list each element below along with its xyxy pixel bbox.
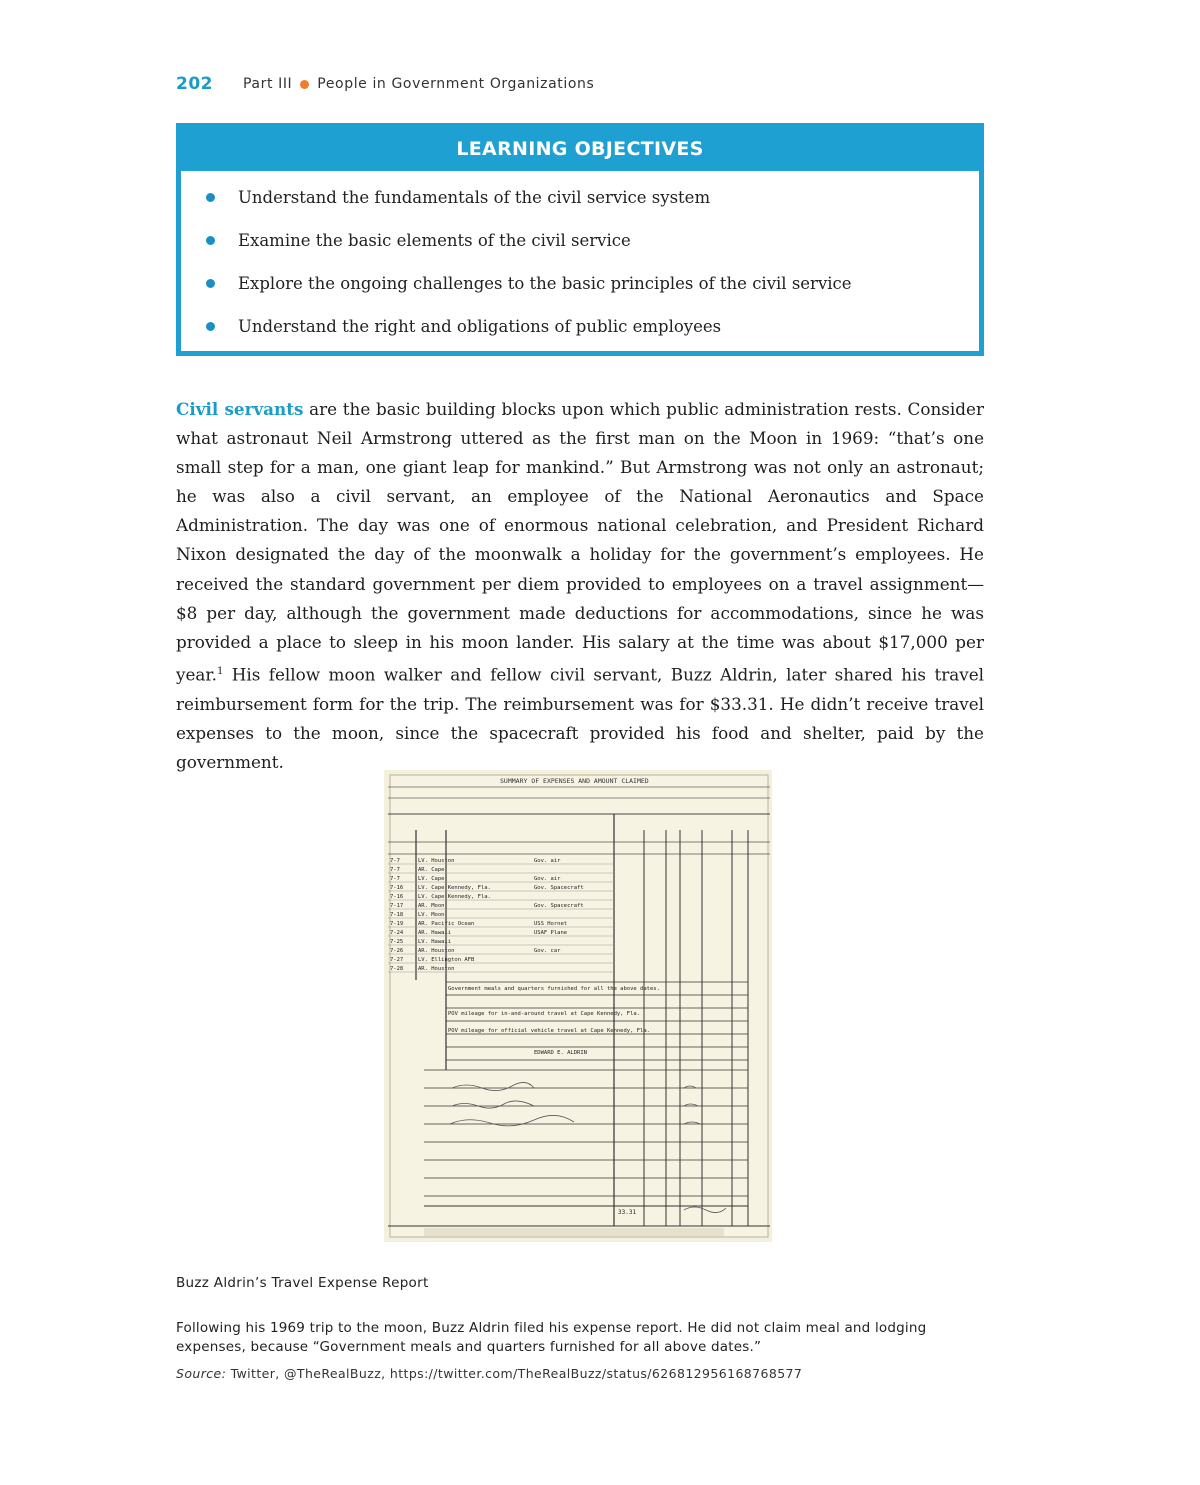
running-header (176, 70, 594, 98)
learning-objectives-list (181, 176, 979, 348)
key-term-link[interactable]: Civil servants (176, 399, 304, 419)
form-row-cell: Gov. air (534, 858, 561, 864)
objective-text: Explore the ongoing challenges to the basic principles of the civil service (238, 274, 852, 293)
form-row-cell: 7-27 (390, 957, 404, 963)
form-row-cell: 7-7 (390, 876, 400, 882)
form-row-cell: 7-16 (390, 885, 404, 891)
list-item (181, 219, 979, 262)
source-label: Source: (176, 1366, 227, 1381)
form-title: SUMMARY OF EXPENSES AND AMOUNT CLAIMED (500, 777, 649, 785)
bullet-icon (206, 279, 215, 288)
form-row-cell: LV. Moon (418, 912, 445, 918)
form-row-cell: AR. Hawaii (418, 930, 452, 936)
source-text: Twitter, @TheRealBuzz, https://twitter.com/TheRealBuzz/status/626812956168768577 (226, 1366, 803, 1381)
form-row-cell: LV. Hawaii (418, 939, 452, 945)
form-row-cell: USS Hornet (534, 921, 568, 927)
form-row-cell: Gov. Spacecraft (534, 885, 584, 891)
form-row-cell: 7-18 (390, 912, 404, 918)
form-row-cell: AR. Pacific Ocean (418, 921, 475, 927)
objective-text: Examine the basic elements of the civil service (238, 231, 631, 250)
form-row-cell: LV. Ellington AFB (418, 957, 475, 963)
body-paragraph (176, 395, 984, 777)
form-signature-block: EDWARD E. ALDRIN (534, 1050, 587, 1056)
form-row-cell: 7-7 (390, 858, 400, 864)
paragraph-text: His fellow moon walker and fellow civil servant, Buzz Aldrin, later shared his travel reimbursement form for the trip. The reimbursement was for $33.31. He didn’t receive travel expenses to the moon, since the spacecraft provided his food and shelter, paid by the government. (176, 664, 984, 772)
form-row-cell: AR. Houston (418, 966, 455, 972)
list-item (181, 176, 979, 219)
section-breadcrumb (243, 76, 594, 92)
learning-objectives-box (176, 123, 984, 356)
bullet-icon (206, 322, 215, 331)
figure-caption-description: Following his 1969 trip to the moon, Buzz Aldrin filed his expense report. He did not claim meal and lodging expenses, because “Government meals and quarters furnished for all above dates.” (176, 1320, 927, 1355)
bullet-icon (206, 236, 215, 245)
form-row-cell: LV. Houston (418, 858, 455, 864)
figure-caption-title: Buzz Aldrin’s Travel Expense Report (176, 1275, 429, 1291)
form-row-cell: Gov. air (534, 876, 561, 882)
learning-objectives-heading: LEARNING OBJECTIVES (181, 128, 979, 171)
footnote-ref[interactable]: 1 (216, 665, 224, 677)
form-note: Government meals and quarters furnished for all the above dates. (448, 986, 660, 992)
form-row-cell: Gov. car (534, 948, 561, 954)
form-row-cell: 7-7 (390, 867, 400, 873)
form-row-cell: LV. Cape (418, 876, 445, 882)
form-row-cell: 7-17 (390, 903, 404, 909)
separator-dot-icon (300, 80, 309, 89)
form-note: POV mileage for official vehicle travel at Cape Kennedy, Fla. (448, 1028, 650, 1034)
objective-text: Understand the fundamentals of the civil service system (238, 188, 711, 207)
form-row-cell: 7-26 (390, 948, 404, 954)
form-row-cell: 7-16 (390, 894, 404, 900)
form-note: POV mileage for in-and-around travel at Cape Kennedy, Fla. (448, 1011, 641, 1017)
form-row-cell: AR. Moon (418, 903, 445, 909)
bullet-icon (206, 193, 215, 202)
form-row-cell: LV. Cape Kennedy, Fla. (418, 885, 491, 891)
form-row-cell: Gov. Spacecraft (534, 903, 584, 909)
page-number: 202 (176, 74, 213, 94)
form-row-cell: USAF Plane (534, 930, 568, 936)
paragraph-text: are the basic building blocks upon which public administration rests. Consider what astronaut Neil Armstrong uttered as the first man on the Moon in 1969: “that’s one small step for a man, one giant leap for mankind.” But Armstrong was not only an astronaut; he was also a civil servant, an employee of the National Aeronautics and Space Administration. The day was one of enormous national celebration, and President Richard Nixon designated the day of the moonwalk a holiday for the government’s employees. He received the standard government per diem provided to employees on a travel assignment—$8 per day, although the government made deductions for accommodations, since he was provided a place to sleep in his moon lander. His salary at the time was about $17,000 per year. (176, 399, 984, 685)
form-row-cell: AR. Houston (418, 948, 455, 954)
form-total: 33.31 (618, 1209, 637, 1216)
list-item (181, 262, 979, 305)
form-row-cell: LV. Cape Kennedy, Fla. (418, 894, 491, 900)
section-title: People in Government Organizations (317, 76, 595, 92)
part-label: Part III (243, 76, 293, 92)
form-row-cell: 7-25 (390, 939, 404, 945)
objective-text: Understand the right and obligations of public employees (238, 317, 722, 336)
list-item (181, 305, 979, 348)
expense-report-image (384, 770, 772, 1242)
figure-source (176, 1366, 802, 1381)
form-row-cell: 7-19 (390, 921, 404, 927)
form-row-cell: AR. Cape (418, 867, 445, 873)
form-row-cell: 7-24 (390, 930, 404, 936)
form-row-cell: 7-28 (390, 966, 404, 972)
